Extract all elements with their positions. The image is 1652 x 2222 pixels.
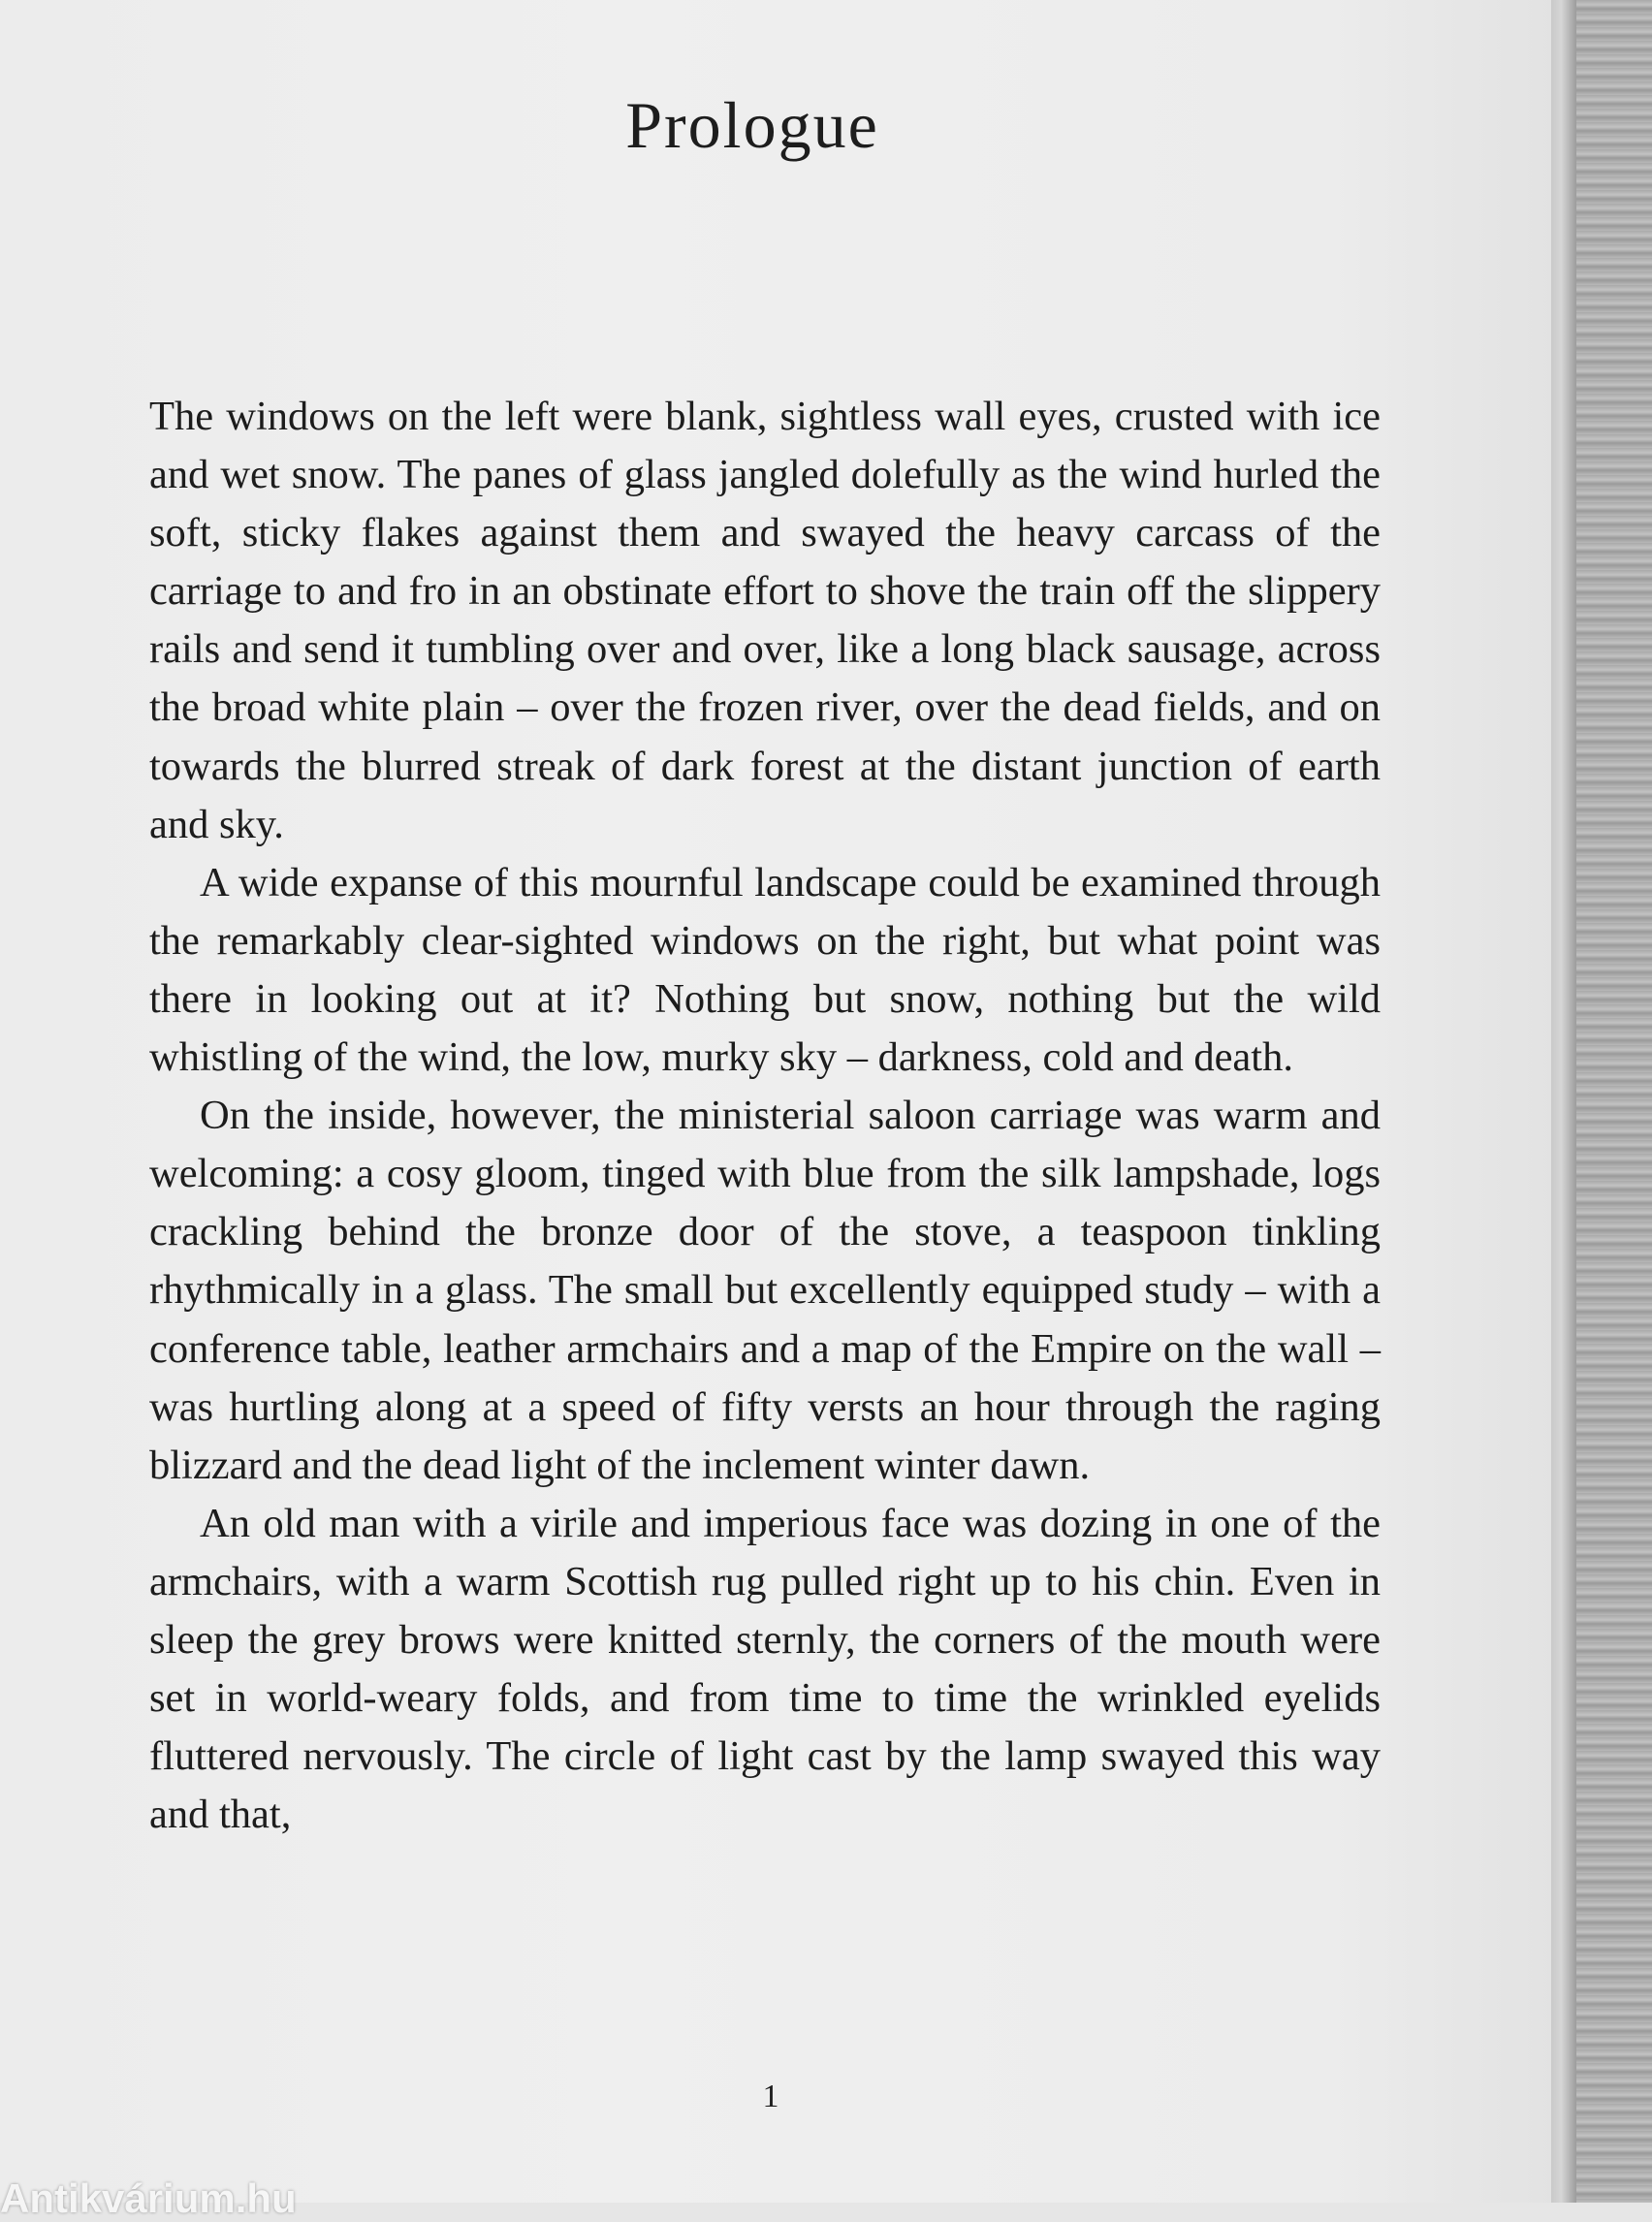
book-binding-edge <box>1576 0 1652 2203</box>
paragraph: The windows on the left were blank, sightless wall eyes, crusted with ice and wet snow. The panes of glass jangled dolefully as the wind hurled the soft, sticky flakes against them and swayed the heavy carcass of the carriage to and fro in an obstinate effort to shove the train off the slippery rails and send it tumbling over and over, like a long black sausage, across the broad white plain – over the frozen river, over the dead fields, and on towards the blurred streak of dark forest at the distant junction of earth and sky. <box>149 394 1381 847</box>
watermark: Antikvárium.hu <box>0 2175 297 2221</box>
page-number: 1 <box>762 2079 779 2114</box>
paragraph: A wide expanse of this mournful landscape could be examined through the remarkably clear-sighted windows on the right, but what point was there in looking out at it? Nothing but snow, nothing but the wild whistling of the wind, the low, murky sky – darkness, cold and death. <box>149 859 1381 1081</box>
chapter-title: Prologue <box>625 88 879 162</box>
paragraph: An old man with a virile and imperious face was dozing in one of the armchairs, with a warm Scottish rug pulled right up to his chin. Even in sleep the grey brows were knitted sternly, the corners of the mouth were set in world-weary folds, and from time to time the wrinkled eyelids fluttered nervously. The circle of light cast by the lamp swayed this way and that, <box>149 1500 1381 1838</box>
body-text <box>149 388 1381 1844</box>
paragraph: On the inside, however, the ministerial saloon carriage was warm and welcoming: a cosy gloom, tinged with blue from the silk lampshade, logs crackling behind the bronze door of the stove, a teaspoon tinkling rhythmically in a glass. The small but excellently equipped study – with a conference table, leather armchairs and a map of the Empire on the wall – was hurtling along at a speed of fifty versts an hour through the raging blizzard and the dead light of the inclement winter dawn. <box>149 1093 1381 1488</box>
page-edge <box>1551 0 1576 2203</box>
